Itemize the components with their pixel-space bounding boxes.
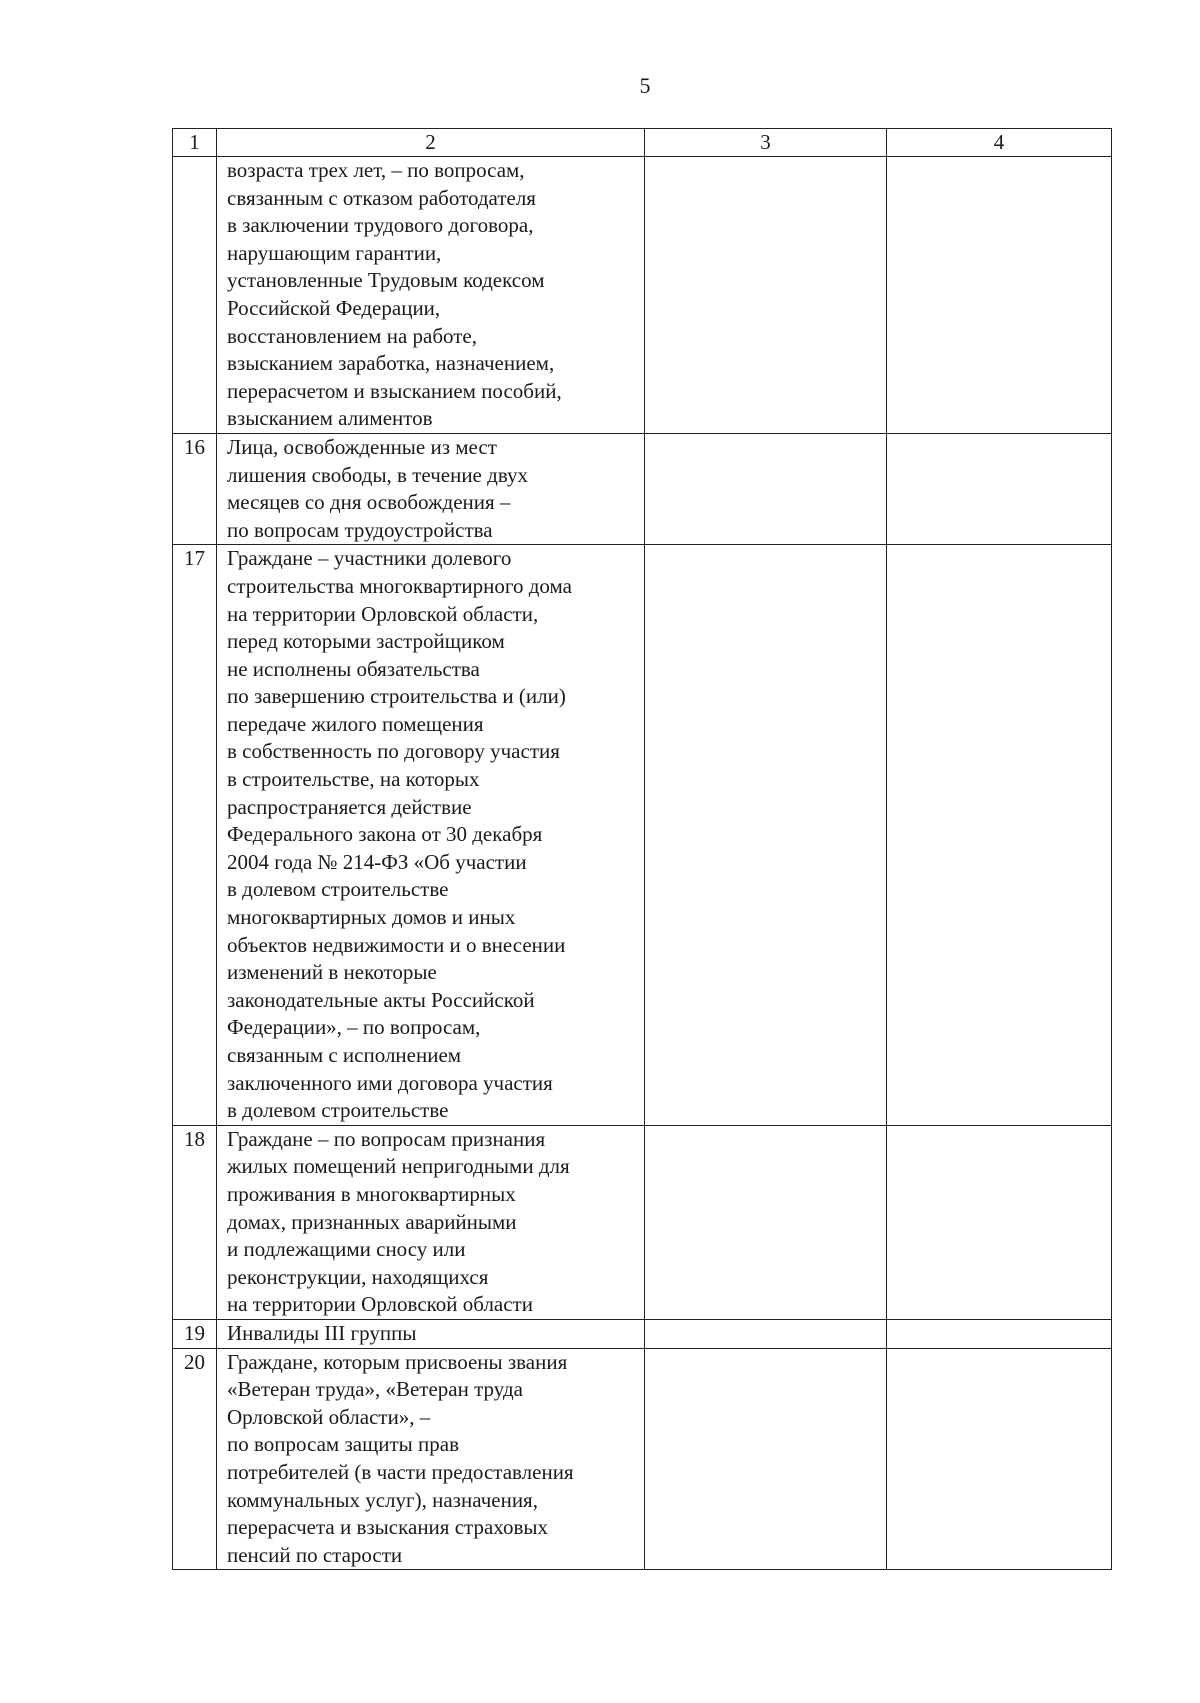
description-line: взысканием заработка, назначением, — [227, 351, 555, 376]
row-col-3 — [645, 1319, 887, 1348]
description-line: Граждане – участники долевого — [227, 546, 512, 571]
row-number: 19 — [173, 1319, 217, 1348]
row-number — [173, 157, 217, 434]
description-line: проживания в многоквартирных — [227, 1181, 516, 1206]
header-col-2: 2 — [217, 129, 645, 157]
header-col-4: 4 — [887, 129, 1112, 157]
description-line: заключенного ими договора участия — [227, 1070, 553, 1095]
description-line: и подлежащими сносу или — [227, 1237, 466, 1262]
table-row — [173, 433, 1112, 544]
description-line: по завершению строительства и (или) — [227, 684, 566, 709]
table-header-row — [173, 129, 1112, 157]
row-col-3 — [645, 1125, 887, 1319]
description-line: в долевом строительстве — [227, 1098, 449, 1123]
description-line: пенсий по старости — [227, 1542, 403, 1567]
description-line: коммунальных услуг), назначения, — [227, 1487, 538, 1512]
row-number: 18 — [173, 1125, 217, 1319]
description-line: распространяется действие — [227, 794, 472, 819]
description-line: Граждане, которым присвоены звания — [227, 1349, 568, 1374]
row-col-4 — [887, 433, 1112, 544]
description-line: Инвалиды III группы — [227, 1320, 417, 1345]
description-line: месяцев со дня освобождения – — [227, 490, 511, 515]
table-row — [173, 157, 1112, 434]
description-line: на территории Орловской области, — [227, 601, 539, 626]
table-row — [173, 1348, 1112, 1570]
description-line: жилых помещений непригодными для — [227, 1154, 570, 1179]
row-col-3 — [645, 433, 887, 544]
description-line: на территории Орловской области — [227, 1292, 533, 1317]
table-row — [173, 1125, 1112, 1319]
description-line: передаче жилого помещения — [227, 711, 484, 736]
description-line: установленные Трудовым кодексом — [227, 268, 545, 293]
description-line: строительства многоквартирного дома — [227, 573, 573, 598]
table-row — [173, 1319, 1112, 1348]
row-description — [217, 157, 645, 434]
description-line: Граждане – по вопросам признания — [227, 1126, 546, 1151]
row-col-3 — [645, 1348, 887, 1570]
header-col-1: 1 — [173, 129, 217, 157]
description-line: перерасчетом и взысканием пособий, — [227, 378, 562, 403]
row-description — [217, 1348, 645, 1570]
row-description — [217, 545, 645, 1125]
description-line: реконструкции, находящихся — [227, 1264, 489, 1289]
description-line: в собственность по договору участия — [227, 739, 560, 764]
row-col-3 — [645, 157, 887, 434]
description-line: в заключении трудового договора, — [227, 213, 534, 238]
row-col-4 — [887, 1319, 1112, 1348]
description-line: по вопросам трудоустройства — [227, 517, 493, 542]
description-line: не исполнены обязательства — [227, 656, 480, 681]
description-line: домах, признанных аварийными — [227, 1209, 517, 1234]
row-description — [217, 1125, 645, 1319]
description-line: «Ветеран труда», «Ветеран труда — [227, 1377, 523, 1402]
table-body — [173, 157, 1112, 1570]
row-number: 17 — [173, 545, 217, 1125]
description-line: возраста трех лет, – по вопросам, — [227, 158, 525, 182]
description-line: потребителей (в части предоставления — [227, 1459, 574, 1484]
description-line: Российской Федерации, — [227, 295, 441, 320]
description-line: связанным с отказом работодателя — [227, 185, 536, 210]
description-line: по вопросам защиты прав — [227, 1432, 459, 1457]
row-col-4 — [887, 545, 1112, 1125]
description-line: связанным с исполнением — [227, 1043, 462, 1067]
table-row — [173, 545, 1112, 1125]
row-col-4 — [887, 1348, 1112, 1570]
row-description — [217, 433, 645, 544]
row-col-4 — [887, 157, 1112, 434]
description-line: Лица, освобожденные из мест — [227, 434, 497, 459]
row-col-3 — [645, 545, 887, 1125]
row-number: 20 — [173, 1348, 217, 1570]
description-line: в строительстве, на которых — [227, 767, 480, 792]
description-line: нарушающим гарантии, — [227, 240, 442, 265]
description-line: Орловской области», – — [227, 1404, 431, 1429]
description-line: Федерации», – по вопросам, — [227, 1015, 481, 1040]
description-line: многоквартирных домов и иных — [227, 905, 516, 930]
row-col-4 — [887, 1125, 1112, 1319]
row-description — [217, 1319, 645, 1348]
description-line: законодательные акты Российской — [227, 987, 535, 1012]
description-line: Федерального закона от 30 декабря — [227, 822, 543, 847]
header-col-3: 3 — [645, 129, 887, 157]
description-line: изменений в некоторые — [227, 960, 437, 985]
description-line: 2004 года № 214-ФЗ «Об участии — [227, 849, 527, 874]
description-line: перерасчета и взыскания страховых — [227, 1515, 549, 1540]
description-line: лишения свободы, в течение двух — [227, 462, 529, 487]
row-number: 16 — [173, 433, 217, 544]
description-line: перед которыми застройщиком — [227, 629, 505, 654]
document-table — [172, 128, 1112, 1570]
description-line: взысканием алиментов — [227, 406, 433, 431]
description-line: в долевом строительстве — [227, 877, 449, 902]
page-number: 5 — [639, 73, 651, 98]
description-line: объектов недвижимости и о внесении — [227, 932, 566, 957]
description-line: восстановлением на работе, — [227, 323, 477, 348]
